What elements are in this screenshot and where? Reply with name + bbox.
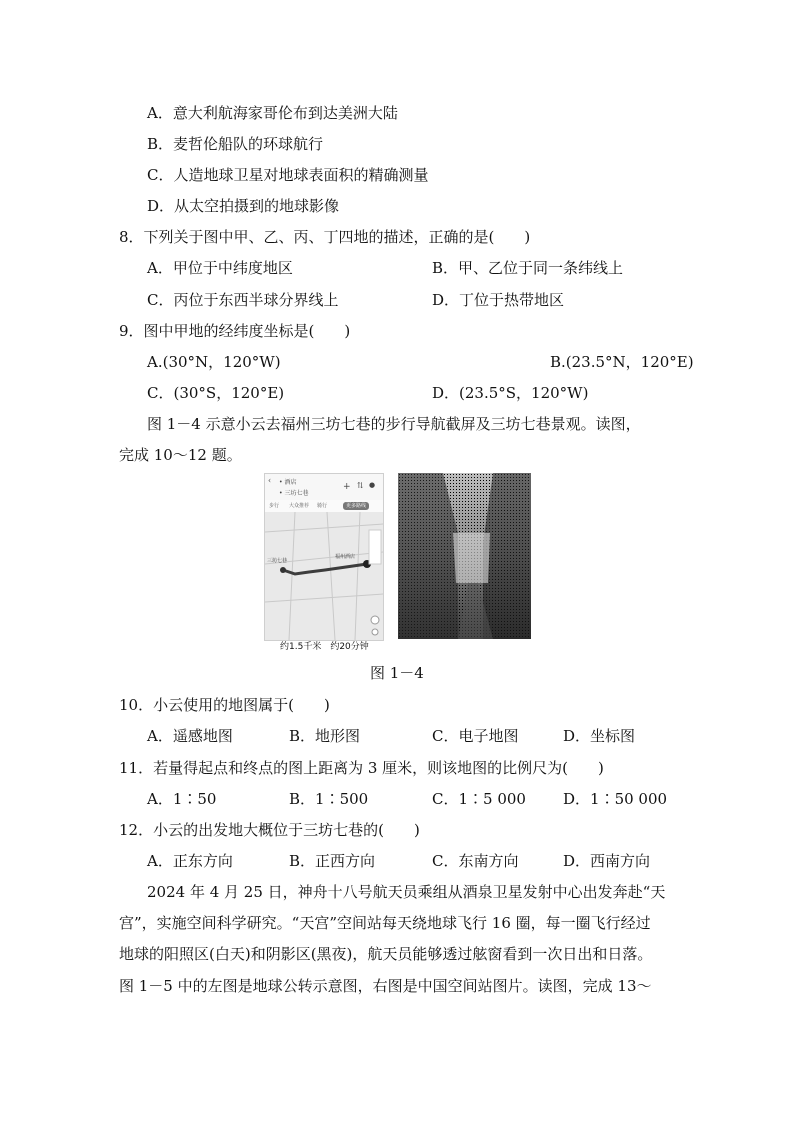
q8-option-c: C．丙位于东西半球分界线上 xyxy=(147,291,339,309)
back-arrow-icon: ‹ xyxy=(268,476,272,485)
q12-option-b: B．正西方向 xyxy=(289,852,376,870)
q8-option-a: A．甲位于中纬度地区 xyxy=(147,259,293,277)
chip-walk: 步行 xyxy=(269,503,280,509)
q11-option-a: A．1∶50 xyxy=(147,790,217,808)
chip-recommend: 大众推荐 xyxy=(289,503,310,509)
q9-stem: 9．图中甲地的经纬度坐标是( ) xyxy=(119,322,351,340)
route-map xyxy=(265,512,383,640)
q9-option-d: D．(23.5°S，120°W) xyxy=(432,384,589,402)
q12-option-a: A．正东方向 xyxy=(147,852,233,870)
q9-option-a: A.(30°N，120°W) xyxy=(147,353,281,371)
q7-option-b: B．麦哲伦船队的环球航行 xyxy=(147,135,324,153)
end-point-marker xyxy=(280,567,286,573)
q10-option-b: B．地形图 xyxy=(289,727,361,745)
q9-option-c: C．(30°S，120°E) xyxy=(147,384,285,402)
walking-route-line xyxy=(283,564,367,574)
street-grid xyxy=(265,512,383,640)
q8-option-b: B．甲、乙位于同一条纬线上 xyxy=(432,259,624,277)
swap-icon: ⇅ xyxy=(357,481,364,490)
q12-stem: 12．小云的出发地大概位于三坊七巷的( ) xyxy=(119,821,420,839)
start-point-label: • 酒店 xyxy=(279,479,297,486)
locate-icon xyxy=(371,616,379,624)
q12-option-c: C．东南方向 xyxy=(432,852,519,870)
map-label-hotel: 福州酒店 xyxy=(335,554,356,560)
chip-cycle: 骑行 xyxy=(317,503,328,509)
add-icon: + xyxy=(343,482,351,492)
intro-fig-1-4-line1: 图 1－4 示意小云去福州三坊七巷的步行导航截屏及三坊七巷景观。读图， xyxy=(147,415,641,433)
q11-option-d: D．1∶50 000 xyxy=(563,790,668,808)
q10-stem: 10．小云使用的地图属于( ) xyxy=(119,696,330,714)
street-photo-shapes xyxy=(398,473,531,639)
q11-option-b: B．1∶500 xyxy=(289,790,369,808)
q7-option-c: C．人造地球卫星对地球表面积的精确测量 xyxy=(147,166,429,184)
figure-caption-1-4: 图 1－4 xyxy=(370,664,424,682)
navigation-screenshot xyxy=(264,473,384,641)
compass-icon xyxy=(372,629,378,635)
q11-stem: 11．若量得起点和终点的图上距离为 3 厘米，则该地图的比例尺为( ) xyxy=(119,759,604,777)
distance-time-caption: 约1.5千米 约20分钟 xyxy=(280,642,369,652)
map-label-sanfangqixiang: 三坊七巷 xyxy=(267,558,288,564)
q11-option-c: C．1∶5 000 xyxy=(432,790,526,808)
mic-icon: ● xyxy=(369,481,376,489)
q7-option-d: D．从太空拍摄到的地球影像 xyxy=(147,197,340,215)
intro-fig-1-4-line2: 完成 10～12 题。 xyxy=(119,446,242,464)
q8-option-d: D．丁位于热带地区 xyxy=(432,291,565,309)
q10-option-d: D．坐标图 xyxy=(563,727,636,745)
end-point-label: • 三坊七巷 xyxy=(279,490,309,497)
intro-fig-1-5-line2: 宫”，实施空间科学研究。“天宫”空间站每天绕地球飞行 16 圈，每一圈飞行经过 xyxy=(119,914,651,932)
q8-stem: 8．下列关于图中甲、乙、丙、丁四地的描述，正确的是( ) xyxy=(119,228,531,246)
intro-fig-1-5-line4: 图 1－5 中的左图是地球公转示意图，右图是中国空间站图片。读图，完成 13～ xyxy=(119,977,652,995)
q10-option-a: A．遥感地图 xyxy=(147,727,233,745)
route-mode-chips xyxy=(265,500,383,512)
intro-fig-1-5-line1: 2024 年 4 月 25 日，神舟十八号航天员乘组从酒泉卫星发射中心出发奔赴“天 xyxy=(147,883,666,901)
q7-option-a: A．意大利航海家哥伦布到达美洲大陆 xyxy=(147,104,398,122)
intro-fig-1-5-line3: 地球的阳照区(白天)和阴影区(黑夜)，航天员能够透过舷窗看到一次日出和日落。 xyxy=(119,945,653,963)
map-tool-panel xyxy=(369,530,381,564)
chip-more: 更多路线 xyxy=(343,502,369,510)
sanfangqixiang-street-photo xyxy=(398,473,531,639)
q12-option-d: D．西南方向 xyxy=(563,852,651,870)
q9-option-b: B.(23.5°N，120°E) xyxy=(550,353,694,371)
q10-option-c: C．电子地图 xyxy=(432,727,519,745)
navigation-search-bar xyxy=(265,474,383,500)
